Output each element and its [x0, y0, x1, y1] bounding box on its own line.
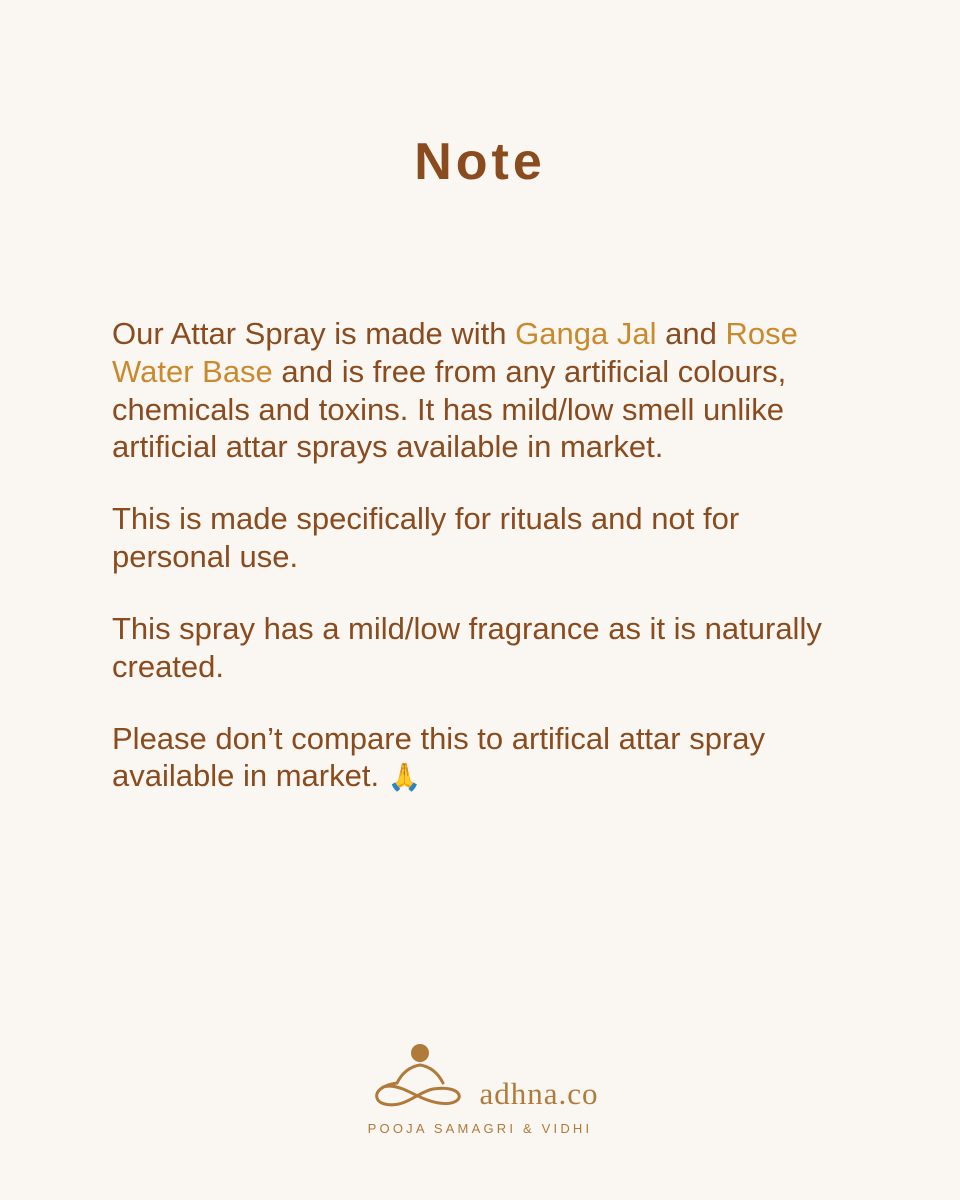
brand-row: [361, 1041, 598, 1111]
highlight-rose-water-base: Rose Water Base: [112, 316, 798, 389]
brand-name: adhna.co: [479, 1076, 599, 1111]
paragraph-1-part3: and is free from any artificial colours, chemicals and toxins. It has mild/low smell unlike artificial attar sprays available in market.: [112, 353, 787, 465]
brand-tagline: POOJA SAMAGRI & VIDHI: [367, 1121, 593, 1136]
footer: [0, 1041, 960, 1138]
paragraph-2: This is made specifically for rituals and not for personal use.: [112, 501, 740, 575]
paragraph-1-part2: and: [656, 316, 726, 351]
paragraph-1: [112, 315, 857, 466]
paragraph-3: This spray has a mild/low fragrance as it is naturally created.: [112, 610, 822, 684]
paragraph-4-text: Please don’t compare this to artifical attar spray available in market.: [112, 720, 766, 794]
page-title: Note: [414, 133, 546, 191]
seated-meditation-figure-icon: [361, 1041, 479, 1111]
note-body: [112, 315, 857, 795]
paragraph-4: [112, 720, 857, 796]
paragraph-1-part1: Our Attar Spray is made with: [112, 316, 516, 351]
highlight-ganga-jal: Ganga Jal: [515, 316, 657, 351]
folded-hands-icon: 🙏: [387, 762, 422, 793]
brand-logo: [361, 1041, 598, 1136]
